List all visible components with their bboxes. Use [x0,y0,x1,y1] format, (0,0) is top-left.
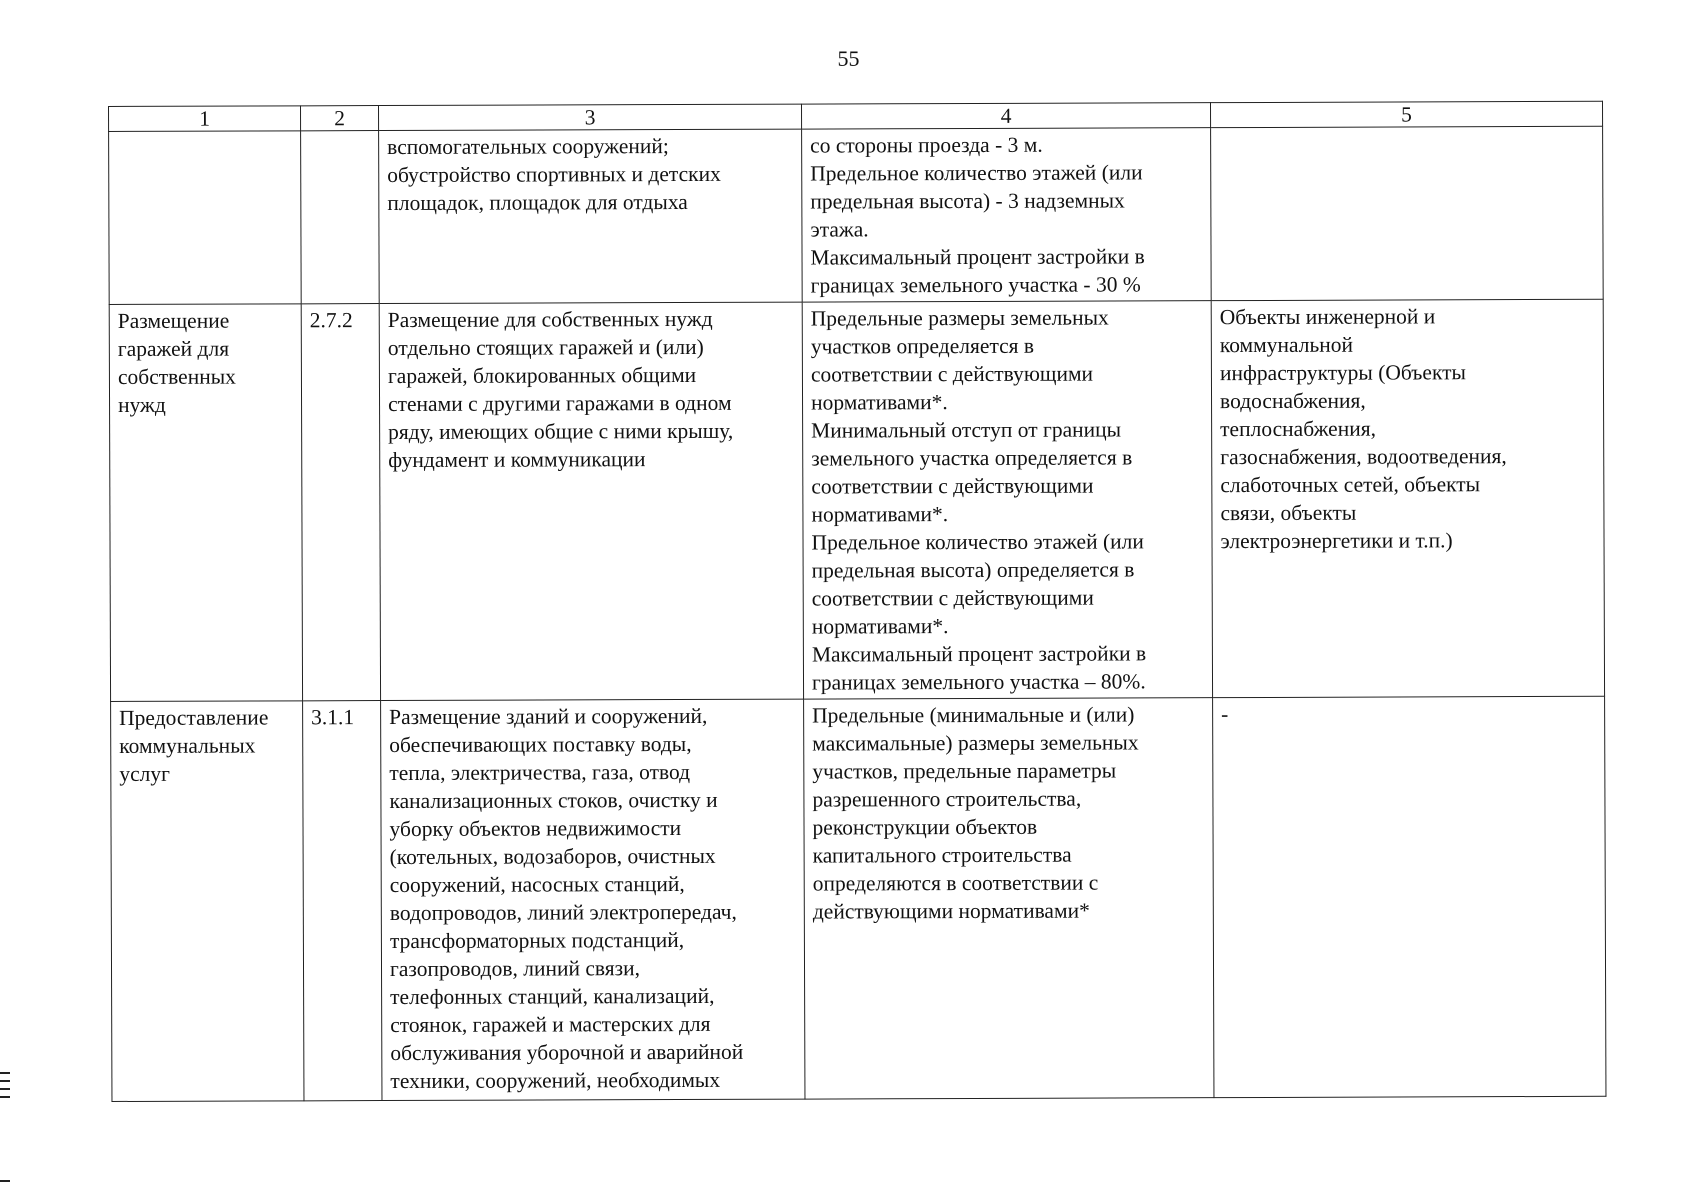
cell-text-line: максимальные) размеры земельных [812,730,1139,756]
cell-text-line: гаражей, блокированных общими [387,362,697,389]
parameters-cell [802,301,1212,699]
cell-text-line: уборку объектов недвижимости [389,816,682,842]
use-name-cell [109,304,302,702]
cell-text-line: земельного участка определяется в [811,445,1133,471]
cell-text-line: (котельных, водозаборов, очистных [389,843,716,870]
regulations-table [108,101,1606,1102]
scan-margin-mark [0,1072,10,1074]
cell-text-line: предельная высота) определяется в [811,557,1135,583]
cell-text-line: нормативами*. [810,390,948,415]
column-header-1: 1 [109,106,301,132]
cell-text-line: соответствии с действующими [811,473,1094,499]
use-name-cell [111,701,304,1102]
cell-text-line: трансформаторных подстанций, [389,927,685,954]
cell-text-line: Предельные размеры земельных [810,305,1109,331]
cell-text-line: электроэнергетики и т.п.) [1220,528,1453,554]
auxiliary-uses-cell [1211,299,1604,697]
table-row [111,696,1606,1101]
cell-text-line: коммунальных [119,733,256,758]
cell-text-line: стенами с другими гаражами в одном [388,390,732,417]
cell-text-line: Объекты инженерной и [1219,304,1436,330]
scan-margin-mark [0,1088,10,1090]
parameters-cell [802,128,1212,302]
cell-text-line: Предельное количество этажей (или [810,160,1143,186]
cell-text-line: участков определяется в [810,333,1035,359]
cell-text-line: Размещение [117,308,230,333]
use-name-cell [109,131,302,305]
use-description-cell [381,699,805,1100]
scan-margin-mark [0,1096,10,1098]
use-code-cell [301,131,380,304]
cell-text-line: Предоставление [119,705,269,730]
use-description-cell [379,129,803,303]
cell-text-line: Предельные (минимальные и (или) [812,702,1135,728]
cell-text-line: действующими нормативами* [812,898,1090,924]
cell-text-line: телефонных станций, канализаций, [390,983,715,1010]
use-code-cell: 3.1.1 [303,701,382,1101]
cell-text-line: нормативами*. [811,614,949,639]
cell-text-line: слаботочных сетей, объекты [1220,472,1481,498]
cell-text-line: обустройство спортивных и детских [387,161,721,188]
cell-text-line: реконструкции объектов [812,814,1038,840]
use-description-cell [379,302,803,700]
cell-text-line: разрешенного строительства, [812,786,1082,812]
cell-text-line: нужд [118,392,166,417]
cell-text-line: этажа. [810,217,869,242]
cell-text-line: Размещение зданий и сооружений, [389,703,708,730]
cell-text-line: Максимальный процент застройки в [810,244,1145,270]
cell-text-line: Размещение для собственных нужд [387,306,713,333]
page-number: 55 [837,46,860,71]
cell-text-line: границах земельного участка – 80%. [811,669,1146,695]
cell-text-line: газоснабжения, водоотведения, [1220,444,1507,470]
cell-text-line: отдельно стоящих гаражей и (или) [387,334,704,361]
cell-text-line: водоснабжения, [1219,388,1366,414]
cell-text-line: предельная высота) - 3 надземных [810,188,1125,214]
cell-text-line: определяются в соответствии с [812,870,1099,896]
cell-text-line: Минимальный отступ от границы [811,417,1122,443]
parameters-cell [804,698,1214,1099]
cell-text-line: собственных [117,364,236,389]
cell-text-line: теплоснабжения, [1220,416,1377,442]
cell-text-line: связи, объекты [1220,500,1357,526]
column-header-2: 2 [301,106,379,131]
cell-text-line: гаражей для [117,336,230,361]
cell-text-line: со стороны проезда - 3 м. [810,132,1043,158]
cell-text-line: капитального строительства [812,842,1072,868]
cell-text-line: участков, предельные параметры [812,758,1117,784]
cell-text-line: сооружений, насосных станций, [389,871,685,898]
auxiliary-uses-cell [1211,126,1604,300]
cell-text-line: Максимальный процент застройки в [811,641,1147,667]
cell-text-line: Предельное количество этажей (или [811,529,1144,555]
cell-text-line: стоянок, гаражей и мастерских для [390,1011,711,1038]
cell-text-line: газопроводов, линий связи, [389,956,641,982]
scan-margin-mark [0,1080,10,1082]
cell-text-line: тепла, электричества, газа, отвод [389,759,691,786]
table-row [109,126,1604,304]
cell-text-line: обеспечивающих поставку воды, [389,731,692,758]
column-header-3: 3 [379,104,802,130]
cell-text-line: водопроводов, линий электропередач, [389,899,737,926]
cell-text-line: техники, сооружений, необходимых [390,1067,721,1094]
cell-text-line: площадок, площадок для отдыха [387,189,688,216]
column-header-4: 4 [801,103,1210,129]
cell-text-line: ряду, имеющих общие с ними крышу, [388,418,734,445]
auxiliary-uses-cell [1213,696,1606,1097]
cell-text-line: фундамент и коммуникации [388,447,646,473]
scan-margin-mark [0,1180,10,1182]
cell-text-line: обслуживания уборочной и аварийной [390,1039,744,1066]
cell-text-line: услуг [119,761,170,786]
cell-text-line: нормативами*. [811,502,949,527]
cell-text-line: коммунальной [1219,332,1354,358]
table-row [109,299,1604,701]
cell-text-line: канализационных стоков, очистку и [389,787,718,814]
column-header-5: 5 [1210,101,1602,127]
cell-text-line: соответствии с действующими [811,585,1094,611]
cell-text-line: - [1221,702,1229,727]
cell-text-line: соответствии с действующими [810,361,1094,387]
cell-text-line: инфраструктуры (Объекты [1219,360,1466,386]
cell-text-line: границах земельного участка - 30 % [810,272,1141,298]
use-code-cell: 2.7.2 [301,304,380,701]
cell-text-line: вспомогательных сооружений; [387,134,669,160]
